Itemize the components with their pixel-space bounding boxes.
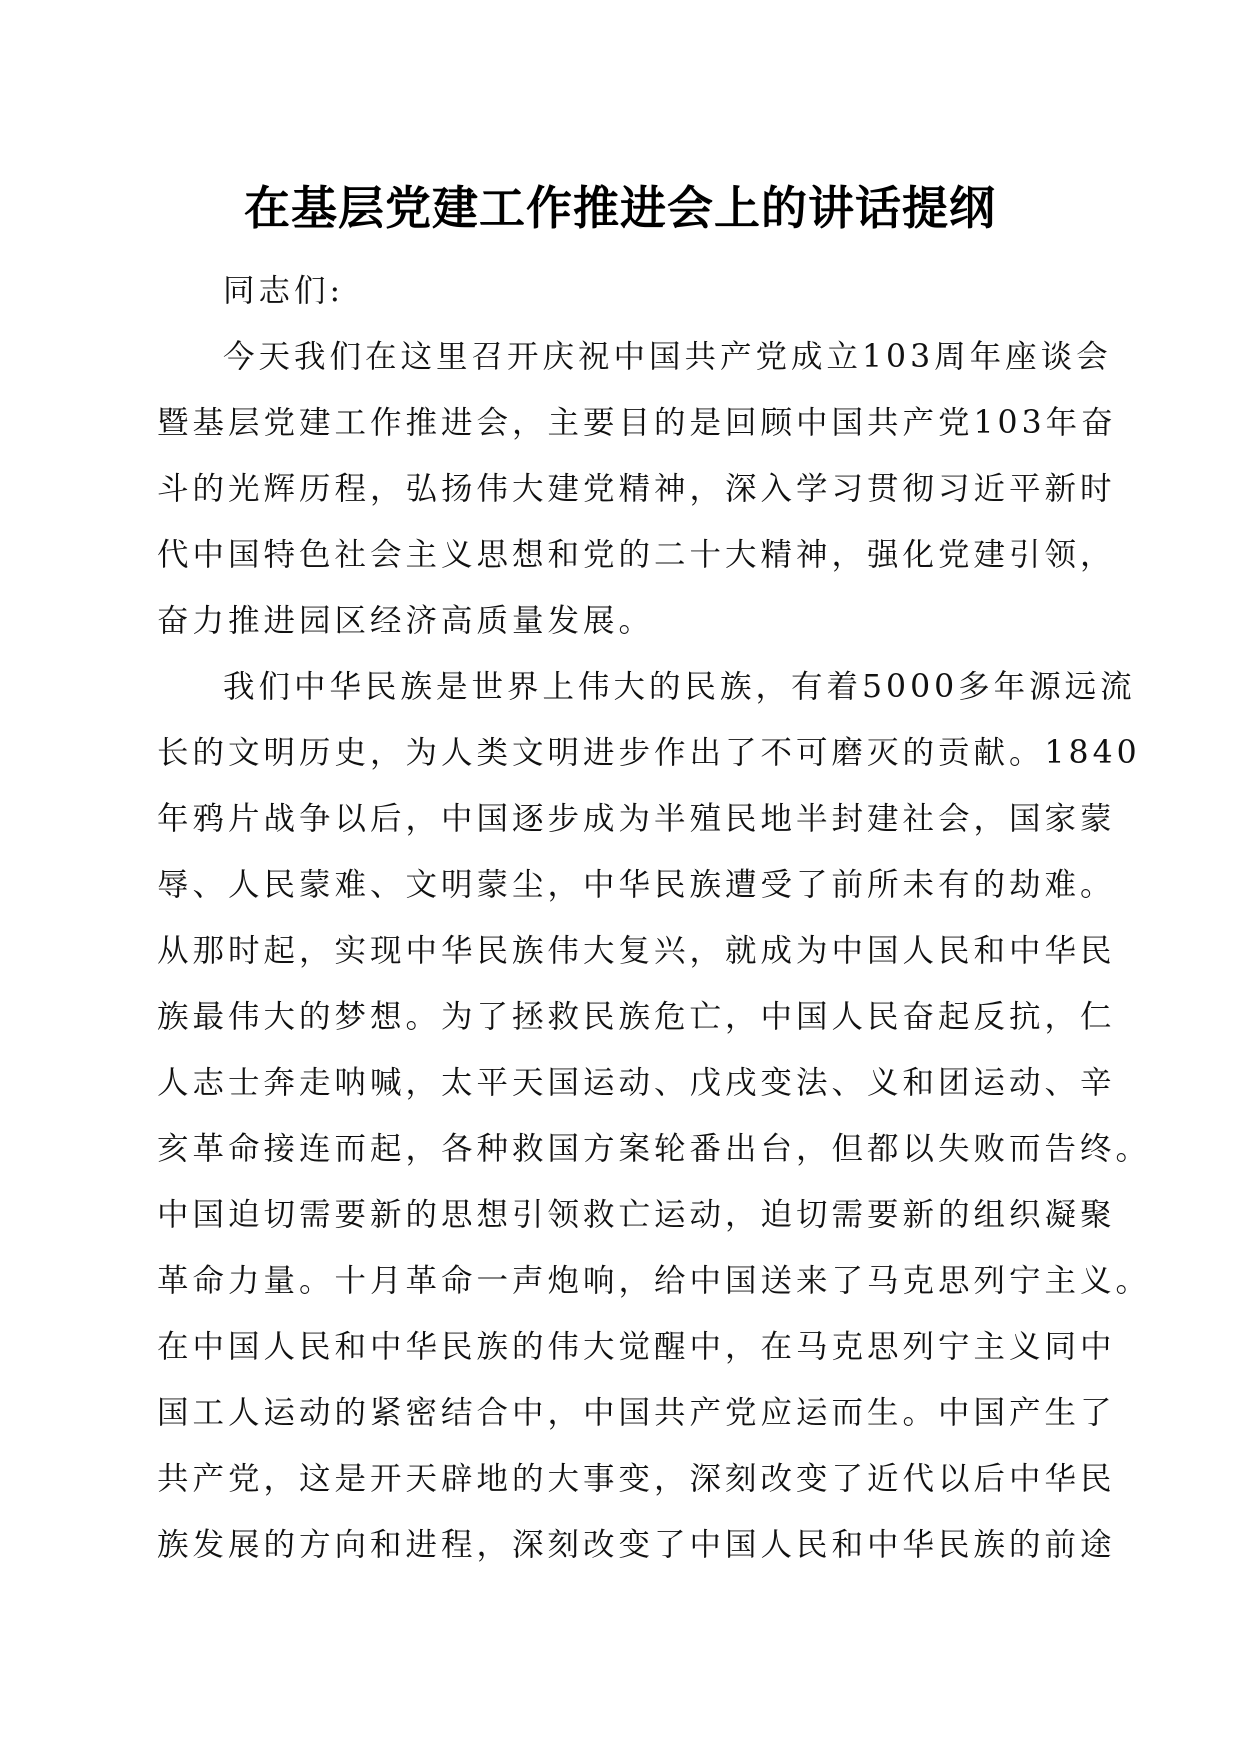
body-line: 族最伟大的梦想。为了拯救民族危亡，中国人民奋起反抗，仁: [157, 999, 1116, 1035]
body-line: 同志们:: [223, 273, 345, 309]
body-line: 辱、人民蒙难、文明蒙尘，中华民族遭受了前所未有的劫难。: [157, 867, 1116, 903]
document-title: 在基层党建工作推进会上的讲话提纲: [244, 181, 996, 235]
body-line: 年鸦片战争以后，中国逐步成为半殖民地半封建社会，国家蒙: [157, 801, 1116, 837]
body-line: 亥革命接连而起，各种救国方案轮番出台，但都以失败而告终。: [157, 1131, 1152, 1167]
body-line: 代中国特色社会主义思想和党的二十大精神，强化党建引领，: [157, 537, 1116, 573]
body-line: 革命力量。十月革命一声炮响，给中国送来了马克思列宁主义。: [157, 1263, 1152, 1299]
body-line: 我们中华民族是世界上伟大的民族，有着5000多年源远流: [223, 669, 1136, 705]
body-line: 人志士奔走呐喊，太平天国运动、戊戌变法、义和团运动、辛: [157, 1065, 1116, 1101]
body-line: 从那时起，实现中华民族伟大复兴，就成为中国人民和中华民: [157, 933, 1116, 969]
body-line: 长的文明历史，为人类文明进步作出了不可磨灭的贡献。1840: [157, 735, 1141, 771]
body-line: 国工人运动的紧密结合中，中国共产党应运而生。中国产生了: [157, 1395, 1116, 1431]
document-body: [157, 258, 1152, 1578]
body-line: 今天我们在这里召开庆祝中国共产党成立103周年座谈会: [223, 339, 1112, 375]
body-line: 在中国人民和中华民族的伟大觉醒中，在马克思列宁主义同中: [157, 1329, 1116, 1365]
body-line: 中国迫切需要新的思想引领救亡运动，迫切需要新的组织凝聚: [157, 1197, 1116, 1233]
body-line: 暨基层党建工作推进会，主要目的是回顾中国共产党103年奋: [157, 405, 1117, 441]
body-line: 奋力推进园区经济高质量发展。: [157, 603, 655, 639]
body-line: 斗的光辉历程，弘扬伟大建党精神，深入学习贯彻习近平新时: [157, 471, 1116, 507]
body-line: 族发展的方向和进程，深刻改变了中国人民和中华民族的前途: [157, 1527, 1116, 1563]
body-line: 共产党，这是开天辟地的大事变，深刻改变了近代以后中华民: [157, 1461, 1116, 1497]
